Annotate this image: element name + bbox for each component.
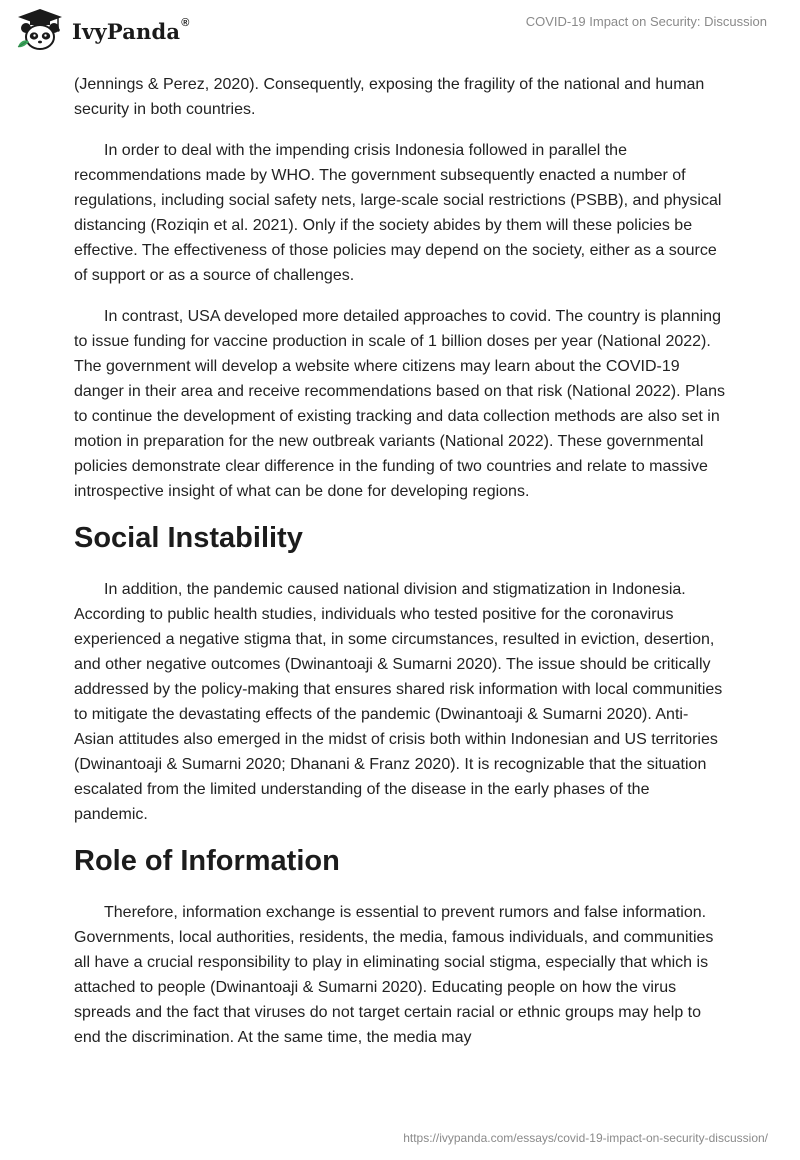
paragraph-1: (Jennings & Perez, 2020). Consequently, exposing the fragility of the national and human security in both countries. [74,76,705,118]
source-url[interactable]: https://ivypanda.com/essays/covid-19-impact-on-security-discussion/ [403,1131,768,1145]
paragraph-3: In contrast, USA developed more detailed approaches to covid. The country is planning to issue funding for vaccine production in scale of 1 billion doses per year (National 2022). The government will develop a website where citizens may learn about the COVID-19 danger in their area and receive recommendations based on that risk (National 2022). Plans to continue the development of existing tracking and data collection methods are also set in motion in preparation for the new outbreak variants (National 2022). These governmental policies demonstrate clear difference in the funding of two countries and relate to massive introspective insight of what can be done for developing regions. [74,308,726,500]
paragraph-5: Therefore, information exchange is essential to prevent rumors and false information. Governments, local authorities, residents, the media, famous individuals, and communities all have a crucial responsibility to play in eliminating social stigma, especially that which is attached to people (Dwinantoaji & Sumarni 2020). Educating people on how the virus spreads and the fact that viruses do not target certain racial or ethnic groups may help to end the discrimination. At the same time, the media may [74,904,714,1046]
brand-logo[interactable] [14,8,190,52]
brand-name [72,16,190,44]
brand-name-text: IvyPanda [72,18,181,44]
panda-graduate-icon [14,7,66,53]
registered-mark: ® [181,16,190,29]
essay-body [74,72,726,1066]
paragraph-4: In addition, the pandemic caused national division and stigmatization in Indonesia. According to public health studies, individuals who tested positive for the coronavirus experienced a negative stigma that, in some circumstances, resulted in eviction, desertion, and other negative outcomes (Dwinantoaji & Sumarni 2020). The issue should be critically addressed by the policy-making that ensures shared risk information with local communities to mitigate the devastating effects of the pandemic (Dwinantoaji & Sumarni 2020). Anti-Asian attitudes also emerged in the midst of crisis both within Indonesian and US territories (Dwinantoaji & Sumarni 2020; Dhanani & Franz 2020). It is recognizable that the situation escalated from the limited understanding of the disease in the early phases of the pandemic. [74,581,723,823]
paragraph-2: In order to deal with the impending crisis Indonesia followed in parallel the recommendations made by WHO. The government subsequently enacted a number of regulations, including social safety nets, large-scale social restrictions (PSBB), and physical distancing (Roziqin et al. 2021). Only if the society abides by them will these policies be effective. The effectiveness of those policies may depend on the society, either as a source of support or as a source of challenges. [74,142,722,284]
heading-social-instability: Social Instability [74,522,303,554]
document-title: COVID-19 Impact on Security: Discussion [525,14,767,29]
heading-role-of-information: Role of Information [74,845,340,877]
page-header [0,0,800,60]
